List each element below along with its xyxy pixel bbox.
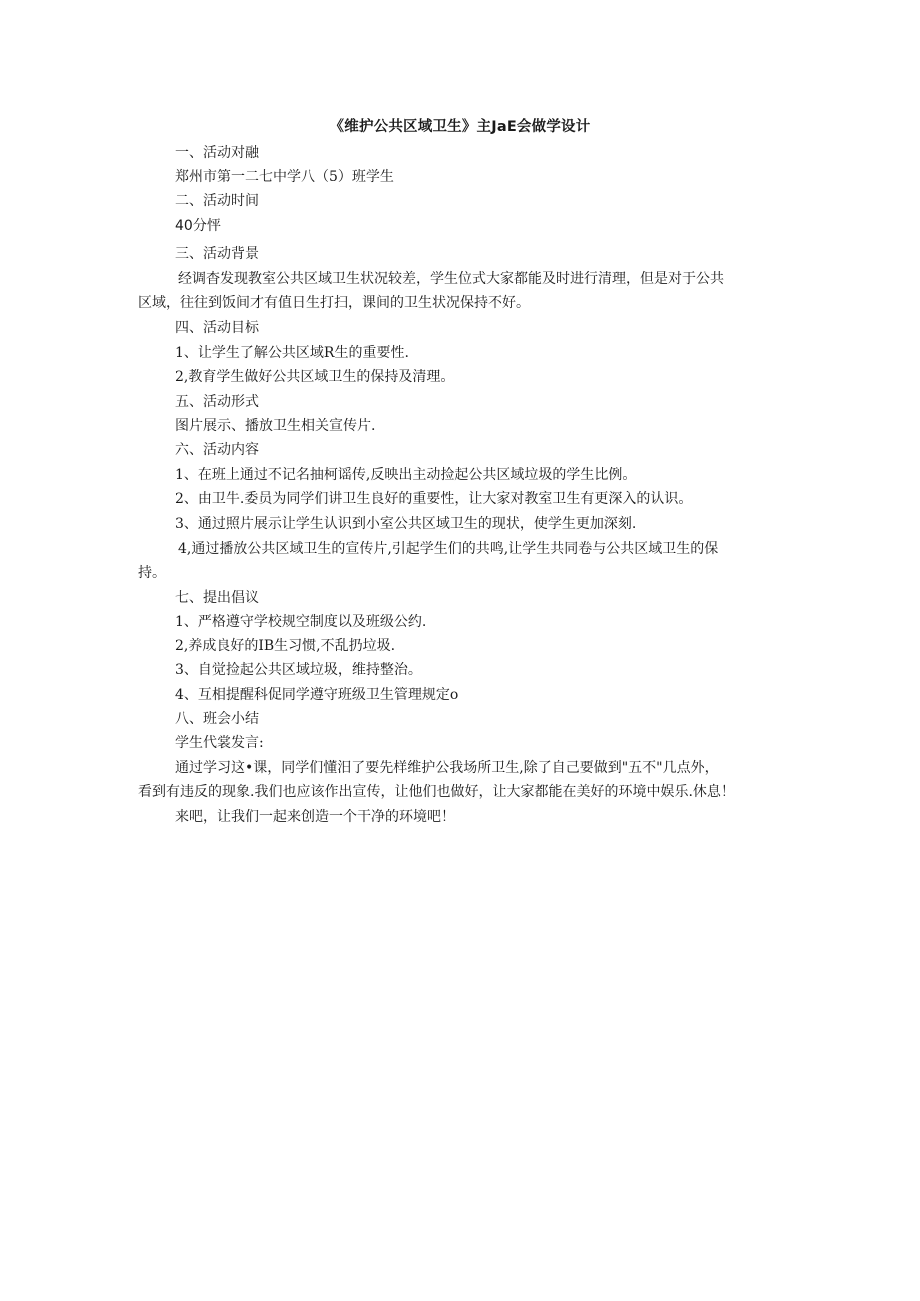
section-heading-initiative: 七、提出倡议 bbox=[175, 590, 259, 606]
section-heading-form: 五、活动形式 bbox=[175, 394, 259, 410]
time-text: 40分怦 bbox=[175, 218, 221, 234]
document-title: 《维护公共区域卫生》主JaE会做学设计 bbox=[329, 119, 591, 135]
summary-text-line-2: 看到有违反的现象.我们也应该作出宣传，让他们也做好，让大家都能在美好的环境中娱乐.休息！ bbox=[138, 784, 735, 800]
section-heading-content: 六、活动内容 bbox=[175, 442, 259, 458]
background-text-line-1: 经调杳发现教室公共区域卫生状况较差，学生位式大家都能及时进行清理，但是对于公共 bbox=[178, 271, 724, 287]
initiative-item-4: 4、互相提醒科促同学遵守班级卫生管理规定o bbox=[175, 687, 459, 703]
target-text: 郑州市第一二七中学八（5）班学生 bbox=[175, 169, 394, 185]
initiative-item-1: 1、严格遵守学校规空制度以及班级公约. bbox=[175, 614, 427, 630]
section-heading-background: 三、活动背景 bbox=[175, 246, 259, 262]
section-heading-goals: 四、活动目标 bbox=[175, 320, 259, 336]
goal-item-2: 2,教育学生做好公共区域卫生的保持及清理。 bbox=[175, 369, 455, 385]
section-heading-summary: 八、班会小结 bbox=[175, 711, 259, 727]
section-heading-target: 一、活动对融 bbox=[175, 145, 259, 161]
summary-speaker: 学生代裳发言: bbox=[175, 735, 264, 751]
initiative-item-2: 2,养成良好的IB生习惯,不乱扔垃圾. bbox=[175, 638, 396, 654]
summary-text-line-1: 通过学习这•课，同学们懂汨了要先样维护公我场所卫生,除了自己要做到"五不"几点外， bbox=[175, 760, 719, 776]
section-heading-time: 二、活动时间 bbox=[175, 193, 259, 209]
goal-item-1: 1、让学生了解公共区域R生的重要性. bbox=[175, 345, 409, 361]
background-text-line-2: 区域，往往到饭间才有值日生打扫，课间的卫生状况保持不好。 bbox=[138, 295, 530, 311]
content-item-4-line-2: 持。 bbox=[138, 565, 166, 581]
content-item-2: 2、由卫牛.委员为同学们讲卫生良好的重要性，让大家对教室卫生有更深入的认识。 bbox=[175, 491, 693, 507]
content-item-4-line-1: 4,通过播放公共区域卫生的宣传片,引起学生们的共鸣,让学生共同卷与公共区域卫生的保 bbox=[178, 541, 719, 557]
initiative-item-3: 3、自觉捡起公共区域垃圾，维持整治。 bbox=[175, 662, 422, 678]
form-text: 图片展示、播放卫生相关宣传片. bbox=[175, 418, 376, 434]
summary-text-line-3: 来吧，让我们一起来创造一个干净的环境吧！ bbox=[175, 809, 455, 825]
content-item-3: 3、通过照片展示让学生认识到小室公共区域卫生的现状，使学生更加深刻. bbox=[175, 516, 637, 532]
content-item-1: 1、在班上通过不记名抽柯谣传,反映出主动捡起公共区域垃圾的学生比例。 bbox=[175, 467, 637, 483]
